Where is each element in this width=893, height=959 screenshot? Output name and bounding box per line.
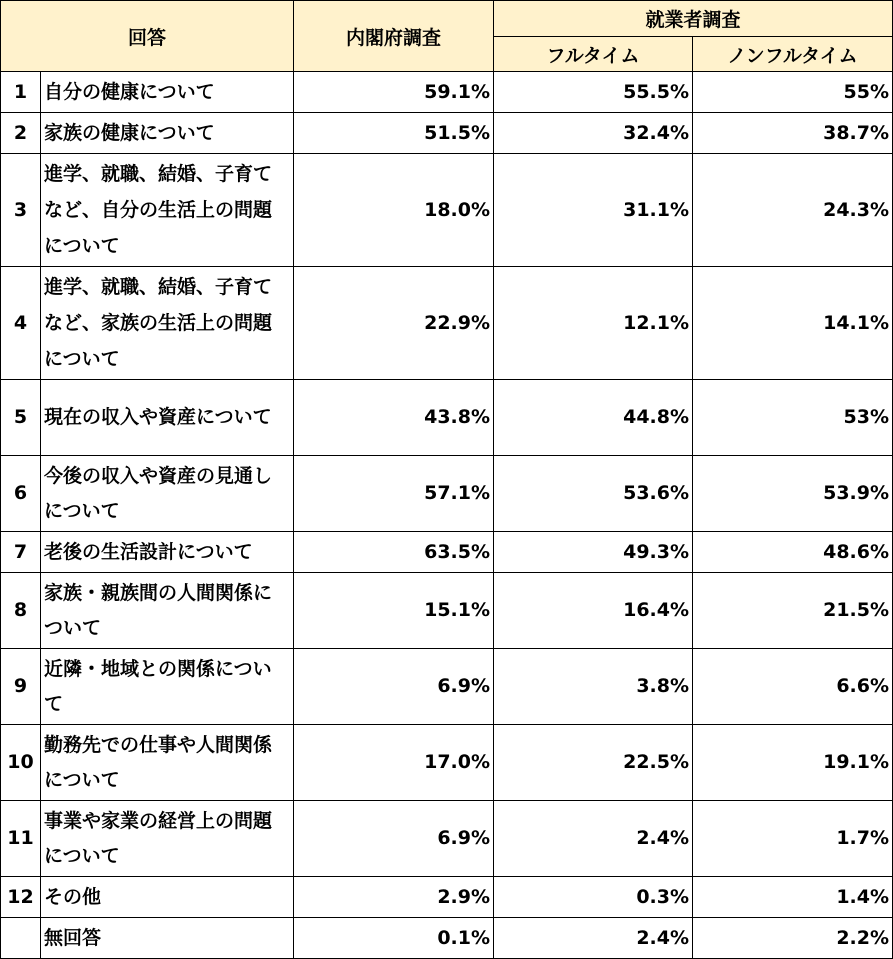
- row-number: 11: [1, 801, 41, 877]
- nonfulltime-value: 1.7%: [693, 801, 893, 877]
- table-row: [1, 113, 893, 154]
- nonfulltime-value: 2.2%: [693, 918, 893, 959]
- table-row: [1, 801, 893, 877]
- answer-cell: 老後の生活設計について: [41, 532, 294, 573]
- cabinet-value: 51.5%: [294, 113, 494, 154]
- header-nonfulltime: ノンフルタイム: [693, 37, 893, 72]
- header-cabinet-survey: 内閣府調査: [294, 1, 494, 72]
- cabinet-value: 6.9%: [294, 801, 494, 877]
- fulltime-value: 22.5%: [494, 725, 693, 801]
- fulltime-value: 31.1%: [494, 154, 693, 267]
- fulltime-value: 16.4%: [494, 573, 693, 649]
- cabinet-value: 59.1%: [294, 72, 494, 113]
- table-row: [1, 573, 893, 649]
- fulltime-value: 44.8%: [494, 380, 693, 456]
- cabinet-value: 43.8%: [294, 380, 494, 456]
- answer-cell: その他: [41, 877, 294, 918]
- row-number: 8: [1, 573, 41, 649]
- nonfulltime-value: 6.6%: [693, 649, 893, 725]
- nonfulltime-value: 38.7%: [693, 113, 893, 154]
- answer-cell: 無回答: [41, 918, 294, 959]
- cabinet-value: 18.0%: [294, 154, 494, 267]
- table-row: [1, 456, 893, 532]
- header-answer: 回答: [1, 1, 294, 72]
- nonfulltime-value: 48.6%: [693, 532, 893, 573]
- nonfulltime-value: 53%: [693, 380, 893, 456]
- fulltime-value: 2.4%: [494, 801, 693, 877]
- header-worker-survey: 就業者調査: [494, 1, 893, 37]
- table-row: [1, 72, 893, 113]
- row-number: 5: [1, 380, 41, 456]
- answer-cell: 家族の健康について: [41, 113, 294, 154]
- cabinet-value: 2.9%: [294, 877, 494, 918]
- table-row: [1, 918, 893, 959]
- row-number: 3: [1, 154, 41, 267]
- cabinet-value: 57.1%: [294, 456, 494, 532]
- table-row: [1, 267, 893, 380]
- header-fulltime: フルタイム: [494, 37, 693, 72]
- answer-cell: 事業や家業の経営上の問題について: [41, 801, 294, 877]
- nonfulltime-value: 55%: [693, 72, 893, 113]
- row-number: 1: [1, 72, 41, 113]
- row-number: 9: [1, 649, 41, 725]
- nonfulltime-value: 19.1%: [693, 725, 893, 801]
- cabinet-value: 6.9%: [294, 649, 494, 725]
- row-number: 4: [1, 267, 41, 380]
- row-number: 2: [1, 113, 41, 154]
- row-number: 7: [1, 532, 41, 573]
- table-row: [1, 532, 893, 573]
- answer-cell: 近隣・地域との関係について: [41, 649, 294, 725]
- table-row: [1, 154, 893, 267]
- cabinet-value: 17.0%: [294, 725, 494, 801]
- fulltime-value: 32.4%: [494, 113, 693, 154]
- answer-cell: 自分の健康について: [41, 72, 294, 113]
- nonfulltime-value: 14.1%: [693, 267, 893, 380]
- fulltime-value: 53.6%: [494, 456, 693, 532]
- cabinet-value: 15.1%: [294, 573, 494, 649]
- nonfulltime-value: 1.4%: [693, 877, 893, 918]
- table-row: [1, 877, 893, 918]
- cabinet-value: 22.9%: [294, 267, 494, 380]
- fulltime-value: 49.3%: [494, 532, 693, 573]
- row-number: [1, 918, 41, 959]
- row-number: 10: [1, 725, 41, 801]
- fulltime-value: 0.3%: [494, 877, 693, 918]
- answer-cell: 家族・親族間の人間関係について: [41, 573, 294, 649]
- nonfulltime-value: 24.3%: [693, 154, 893, 267]
- answer-cell: 今後の収入や資産の見通しについて: [41, 456, 294, 532]
- cabinet-value: 63.5%: [294, 532, 494, 573]
- table-row: [1, 649, 893, 725]
- answer-cell: 勤務先での仕事や人間関係について: [41, 725, 294, 801]
- fulltime-value: 55.5%: [494, 72, 693, 113]
- nonfulltime-value: 53.9%: [693, 456, 893, 532]
- fulltime-value: 3.8%: [494, 649, 693, 725]
- cabinet-value: 0.1%: [294, 918, 494, 959]
- table-row: [1, 725, 893, 801]
- answer-cell: 現在の収入や資産について: [41, 380, 294, 456]
- answer-cell: 進学、就職、結婚、子育てなど、自分の生活上の問題について: [41, 154, 294, 267]
- row-number: 12: [1, 877, 41, 918]
- fulltime-value: 2.4%: [494, 918, 693, 959]
- answer-cell: 進学、就職、結婚、子育てなど、家族の生活上の問題について: [41, 267, 294, 380]
- table-row: [1, 380, 893, 456]
- row-number: 6: [1, 456, 41, 532]
- fulltime-value: 12.1%: [494, 267, 693, 380]
- nonfulltime-value: 21.5%: [693, 573, 893, 649]
